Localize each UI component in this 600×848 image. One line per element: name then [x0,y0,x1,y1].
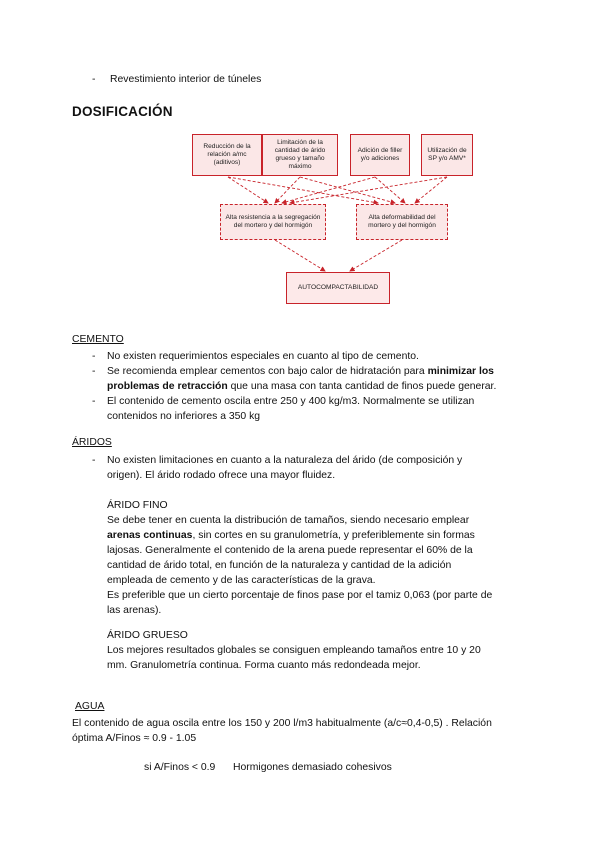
agua-line-1: El contenido de agua oscila entre los 150 y 200 l/m3 habitualmente (a/c≈0,4-0,5) . Relación [72,718,492,729]
bullet-dash: - [92,455,96,466]
bullet-dash: - [92,351,96,362]
bullet-dash: - [92,74,96,85]
top-bullet-text: Revestimiento interior de túneles [110,74,262,85]
text-run: , sin cortes en su granulometría, y preferiblemente sin formas [192,530,475,541]
agua-note-result: Hormigones demasiado cohesivos [233,762,392,773]
diagram-box-deformabilidad: Alta deformabilidad del mortero y del hormigón [356,204,448,240]
section-heading-agua: AGUA [75,701,105,712]
diagram-box-reduccion: Reducción de la relación a/mc (aditivos) [192,134,262,176]
diagram-box-sp-amv: Utilización de SP y/o AMV* [421,134,473,176]
arido-fino-line-6: Es preferible que un cierto porcentaje de finos pase por el tamiz 0,063 (por parte de [107,590,493,601]
arido-fino-line-7: las arenas). [107,605,162,616]
arido-fino-line-2 [107,528,475,543]
diagram-box-autocompactabilidad: AUTOCOMPACTABILIDAD [286,272,390,304]
bold-text: minimizar los [427,366,494,377]
subheading-arido-grueso: ÁRIDO GRUESO [107,630,188,641]
aridos-bullet-1-line-2: origen). El árido rodado ofrece una mayor fluidez. [107,470,336,481]
diagram-box-limitacion: Limitación de la cantidad de árido grueso y tamaño máximo [262,134,338,176]
bullet-dash: - [92,366,96,377]
page-title: DOSIFICACIÓN [72,104,173,119]
flow-diagram [0,0,600,320]
arido-fino-line-3: lajosas. Generalmente el contenido de la arena puede representar el 60% de la [107,545,473,556]
agua-line-2: óptima A/Finos ≈ 0.9 - 1.05 [72,733,197,744]
arido-fino-line-1: Se debe tener en cuenta la distribución de tamaños, siendo necesario emplear [107,515,470,526]
bold-text: arenas continuas [107,530,193,541]
aridos-bullet-1-line-1: No existen limitaciones en cuanto a la naturaleza del árido (de composición y [107,455,463,466]
cemento-bullet-2-line-1 [107,364,494,379]
diagram-box-resistencia: Alta resistencia a la segregación del mortero y del hormigón [220,204,326,240]
cemento-bullet-2-line-2 [107,379,496,394]
cemento-bullet-1: No existen requerimientos especiales en cuanto al tipo de cemento. [107,351,419,362]
subheading-arido-fino: ÁRIDO FINO [107,500,168,511]
connector-line [300,177,395,203]
agua-note-condition: si A/Finos < 0.9 [144,762,216,773]
arido-grueso-line-2: mm. Granulometría continua. Forma cuanto más redondeada mejor. [107,660,421,671]
section-heading-cemento: CEMENTO [72,334,124,345]
diagram-box-adicion: Adición de filler y/o adiciones [350,134,410,176]
text-run: Se recomienda emplear cementos con bajo calor de hidratación para [107,366,428,377]
bullet-dash: - [92,396,96,407]
connector-line [415,177,447,203]
arido-fino-line-4: cantidad de árido total, en función de la naturaleza y cantidad de la adición [107,560,452,571]
connector-line [228,177,378,203]
bold-text: problemas de retracción [107,381,228,392]
section-heading-aridos: ÁRIDOS [72,437,112,448]
connector-line [350,240,402,271]
arido-grueso-line-1: Los mejores resultados globales se consiguen empleando tamaños entre 10 y 20 [107,645,481,656]
connector-line [290,177,447,203]
connector-line [275,240,325,271]
cemento-bullet-3-line-1: El contenido de cemento oscila entre 250 y 400 kg/m3. Normalmente se utilizan [107,396,475,407]
text-run: que una masa con tanta cantidad de finos puede generar. [227,381,497,392]
cemento-bullet-3-line-2: contenidos no inferiores a 350 kg [107,411,261,422]
arido-fino-line-5: empleada de cemento y de las características de la grava. [107,575,376,586]
